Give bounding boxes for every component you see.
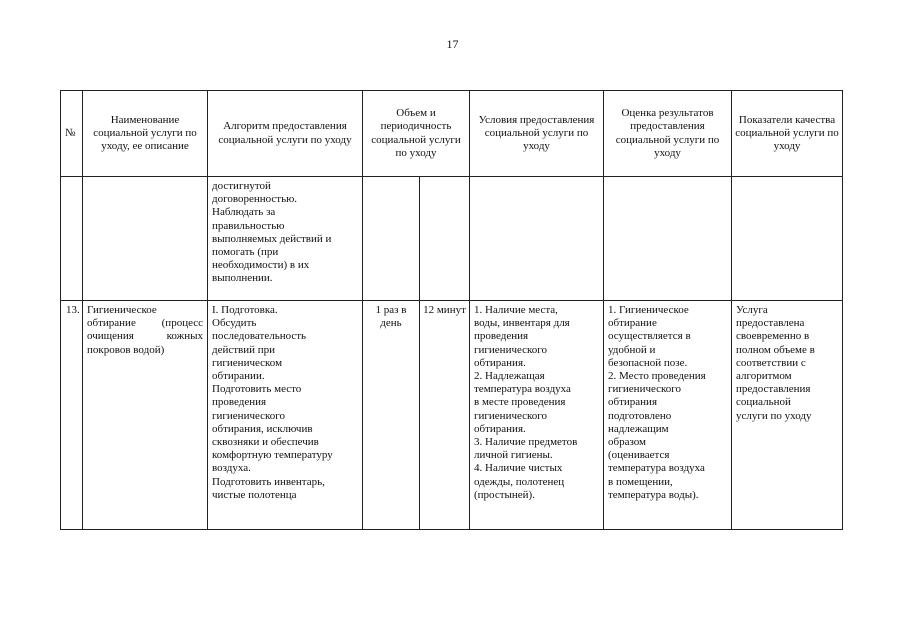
text-line: личной гигиены.: [474, 449, 553, 462]
text-line: 4. Наличие чистых: [474, 462, 563, 475]
text-line: проведения: [474, 330, 529, 343]
text-line: правильностью: [212, 219, 285, 232]
text-line: Наблюдать за: [212, 206, 276, 219]
header-num: №: [61, 91, 83, 177]
row13-name-cell: [83, 301, 208, 530]
cont-algorithm-cell: [208, 177, 363, 301]
cont-frequency-cell: [363, 177, 420, 301]
text-line: гигиенического: [212, 409, 286, 422]
text-line: 1. Наличие места,: [474, 304, 558, 316]
text-line: осуществляется в: [608, 330, 691, 343]
header-evaluation: Оценка результатов предоставления социальной услуги по уходу: [604, 91, 732, 177]
text-line: температура воздуха: [608, 462, 705, 475]
text-line: предоставления: [736, 383, 811, 396]
text-line: температура воздуха: [474, 383, 571, 396]
text-line: 3. Наличие предметов: [474, 436, 578, 449]
cont-indicators-cell: [732, 177, 843, 301]
text-line: выполняемых действий и: [212, 232, 332, 245]
text-line: воды, инвентаря для: [474, 317, 570, 330]
text-line: 2. Место проведения: [608, 370, 706, 383]
text-line: сквозняки и обеспечив: [212, 436, 319, 449]
frequency: 1 раз в день: [375, 304, 407, 330]
row13-num-cell: [61, 301, 83, 530]
text-line: обтирания.: [474, 422, 526, 435]
text-line: договоренностью.: [212, 193, 298, 206]
services-table: [60, 90, 843, 530]
cont-num-cell: [61, 177, 83, 301]
text-line: социальной: [736, 396, 791, 409]
cont-duration-cell: [420, 177, 470, 301]
row13-evaluation-cell: [604, 301, 732, 530]
text-line: выполнении.: [212, 272, 273, 285]
text-line: одежды, полотенец: [474, 475, 565, 488]
header-volume: Объем и периодичность социальной услуги по уходу: [363, 91, 470, 177]
row13-frequency-cell: [363, 301, 420, 530]
text-line: гигиенического: [608, 383, 682, 396]
cont-algorithm-text: [208, 177, 362, 286]
text-line: помогать (при: [212, 246, 279, 259]
text-line: обтирания, исключив: [212, 422, 313, 435]
text-line: 2. Надлежащая: [474, 370, 545, 383]
text-line: гигиенического: [474, 409, 548, 422]
conditions-text: [470, 301, 603, 502]
text-line: полном объеме в: [736, 343, 815, 356]
text-line: в помещении,: [608, 475, 673, 488]
text-line: (оценивается: [608, 449, 670, 462]
text-line: чистые полотенца: [212, 488, 297, 501]
service-name: Гигиеническое обтирание (процесс очищения кожных покровов водой): [87, 304, 203, 356]
header-row: [61, 91, 843, 177]
indicators-text: [732, 301, 842, 423]
row13-conditions-cell: [470, 301, 604, 530]
text-line: надлежащим: [608, 422, 669, 435]
text-line: соответствии с: [736, 356, 806, 369]
text-line: 1. Гигиеническое: [608, 304, 689, 316]
page-number: 17: [446, 37, 459, 51]
text-line: в месте проведения: [474, 396, 566, 409]
text-line: гигиенического: [474, 343, 548, 356]
text-line: Подготовить место: [212, 383, 302, 396]
evaluation-text: [604, 301, 731, 502]
text-line: проведения: [212, 396, 267, 409]
text-line: Обсудить: [212, 317, 257, 330]
text-line: (простыней).: [474, 488, 535, 501]
text-line: действий при: [212, 343, 276, 356]
cont-evaluation-cell: [604, 177, 732, 301]
text-line: удобной и: [608, 343, 656, 356]
text-line: Подготовить инвентарь,: [212, 475, 325, 488]
text-line: достигнутой: [212, 180, 271, 192]
algorithm-text: [208, 301, 362, 502]
text-line: своевременно в: [736, 330, 810, 343]
cont-conditions-cell: [470, 177, 604, 301]
text-line: предоставлена: [736, 317, 805, 330]
duration: 12 минут: [423, 304, 466, 316]
text-line: услуги по уходу: [736, 409, 812, 422]
text-line: алгоритмом: [736, 370, 792, 383]
service-row-13: [61, 301, 843, 530]
text-line: Услуга: [736, 304, 768, 316]
text-line: подготовлено: [608, 409, 672, 422]
text-line: обтирания: [608, 396, 658, 409]
row13-duration-cell: [420, 301, 470, 530]
text-line: воздуха.: [212, 462, 251, 475]
text-line: обтирании.: [212, 370, 265, 383]
text-line: образом: [608, 436, 647, 449]
text-line: последовательность: [212, 330, 307, 343]
text-line: необходимости) в их: [212, 259, 310, 272]
row13-algorithm-cell: [208, 301, 363, 530]
header-name: Наименование социальной услуги по уходу, ее описание: [83, 91, 208, 177]
continuation-row: [61, 177, 843, 301]
text-line: I. Подготовка.: [212, 304, 278, 316]
row-number: 13.: [66, 304, 80, 316]
text-line: обтирания.: [474, 356, 526, 369]
header-algorithm: Алгоритм предоставления социальной услуги по уходу: [208, 91, 363, 177]
text-line: гигиеническом: [212, 356, 283, 369]
text-line: обтирание: [608, 317, 657, 330]
row13-indicators-cell: [732, 301, 843, 530]
cont-name-cell: [83, 177, 208, 301]
header-conditions: Условия предоставления социальной услуги по уходу: [470, 91, 604, 177]
text-line: безопасной позе.: [608, 356, 688, 369]
text-line: температура воды).: [608, 488, 699, 501]
text-line: комфортную температуру: [212, 449, 333, 462]
header-indicators: Показатели качества социальной услуги по уходу: [732, 91, 843, 177]
